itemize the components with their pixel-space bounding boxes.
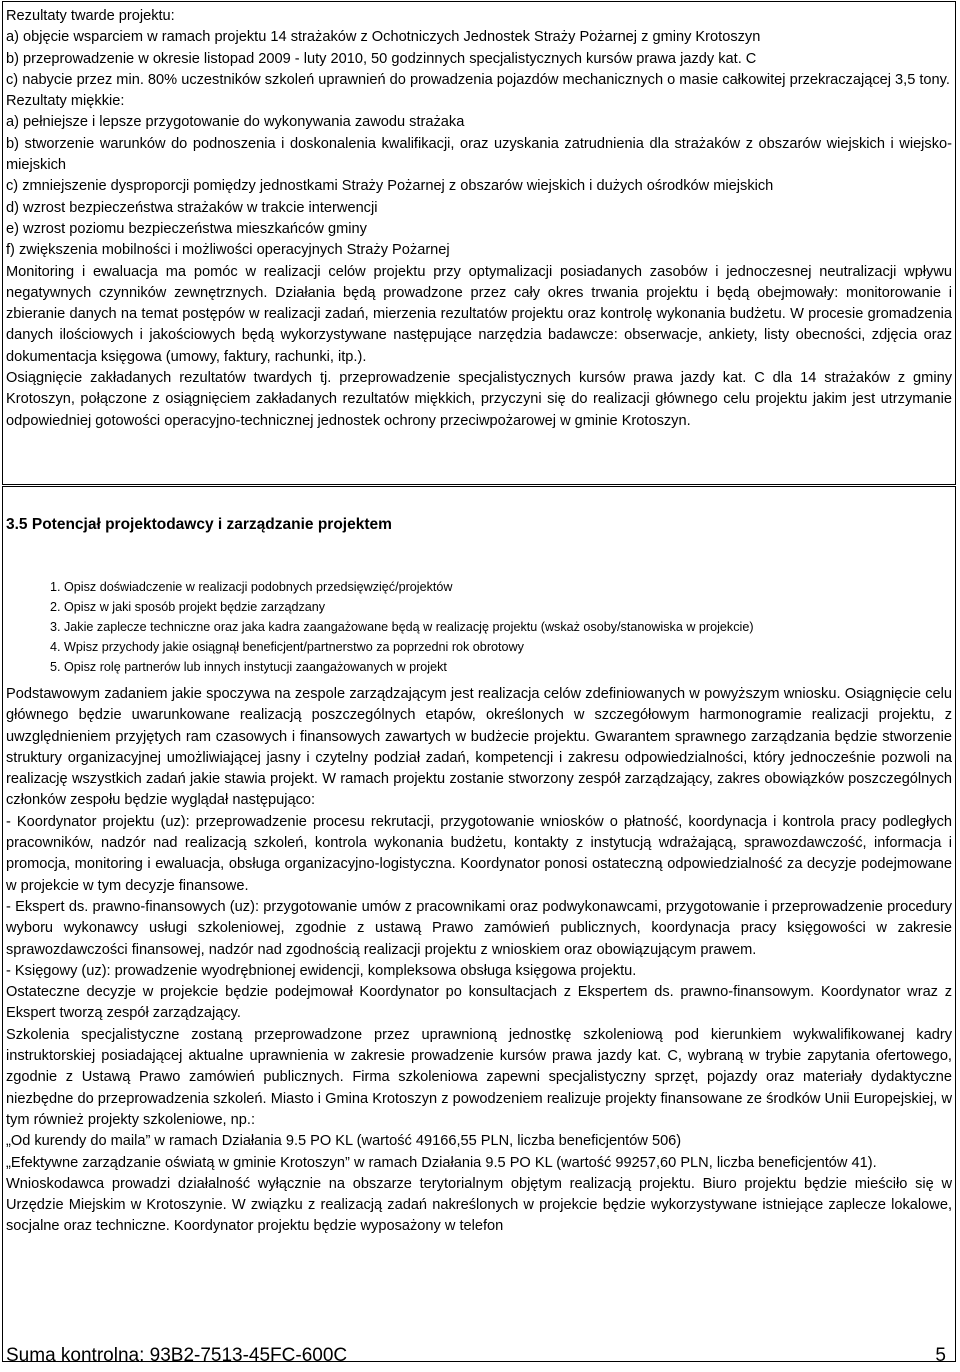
paragraph: a) pełniejsze i lepsze przygotowanie do wykonywania zawodu strażaka [6,114,465,131]
list-item: 2. Opisz w jaki sposób projekt będzie zarządzany [50,600,326,614]
list-item: 1. Opisz doświadczenie w realizacji podobnych przedsięwzięć/projektów [50,580,453,594]
paragraph: - Księgowy (uz): prowadzenie wyodrębnionej ewidencji, kompleksowa obsługa księgowa projektu. [6,962,637,979]
paragraph: b) przeprowadzenie w okresie listopad 2009 - luty 2010, 50 godzinnych specjalistycznych kursów prawa jazdy kat. C [6,50,757,67]
checksum: Suma kontrolna: 93B2-7513-45FC-600C [6,1345,348,1366]
question-list [50,577,754,677]
paragraph: - Koordynator projektu (uz): przeprowadzenie procesu rekrutacji, przygotowanie wniosków o płatność, koordynacja i kontrola pracy podległych pracowników, nadzór nad realizacją szkoleń, kontrola wykonania budżetu, kontakty z instytucją wdrażającą, sprawozdawczość, informacja i promocja, monitoring i ewaluacja, obsługa organizacyjno-logistyczna. Koordynator ponosi ostateczną odpowiedzialność za decyzje podejmowane w projekcie w tym decyzje finansowe. [6,813,952,894]
page-number: 5 [935,1345,946,1366]
section-heading: 3.5 Potencjał projektodawcy i zarządzanie projektem [6,516,392,533]
paragraph: „Efektywne zarządzanie oświatą w gminie Krotoszyn” w ramach Działania 9.5 PO KL (wartość 99257,60 PLN, liczba beneficjentów 41). [6,1154,877,1171]
paragraph: Monitoring i ewaluacja ma pomóc w realizacji celów projektu przy optymalizacji posiadanych zasobów i jednoczesnej neutralizacji wpływu negatywnych czynników zewnętrznych. Działania będą prowadzone przez cały okres trwania projektu i będą obejmowały: monitorowanie i zbieranie danych na temat postępów w realizacji zadań, mierzenia rezultatów projektu oraz kontrolę wykonania budżetu. W procesie gromadzenia danych ilościowych i jakościowych będą wykorzystywane następujące narzędzia badawcze: obserwacje, ankiety, listy obecności, zdjęcia oraz dokumentacja księgowa (umowy, faktury, rachunki, itp.). [6,263,952,365]
page-footer [6,1345,946,1367]
management-text [6,684,952,1238]
paragraph: - Ekspert ds. prawno-finansowych (uz): przygotowanie umów z pracownikami oraz podwykonawcami, przygotowanie i przeprowadzenie procedury wyboru wykonawcy usługi szkoleniowej, zgodnie z ustawą Prawo zamówień publicznych, koordynacja pracy księgowości w zakresie sprawozdawczości finansowej, nadzór nad zgodnością realizacji projektu z wnioskiem oraz obowiązującym prawem. [6,898,952,958]
paragraph: Osiągnięcie zakładanych rezultatów twardych tj. przeprowadzenie specjalistycznych kursów prawa jazdy kat. C dla 14 strażaków z gminy Krotoszyn, połączone z osiągnięciem zakładanych rezultatów miękkich, przyczyni się do realizacji głównego celu projektu jakim jest utrzymanie odpowiedniej gotowości operacyjno-technicznej jednostek ochrony przeciwpożarowej w gminie Krotoszyn. [6,370,952,429]
paragraph: Rezultaty miękkie: [6,93,125,110]
paragraph: a) objęcie wsparciem w ramach projektu 14 strażaków z Ochotniczych Jednostek Straży Pożarnej z gminy Krotoszyn [6,29,761,46]
paragraph: Szkolenia specjalistyczne zostaną przeprowadzone przez uprawnioną jednostkę szkoleniową pod kierunkiem wykwalifikowanej kadry instruktorskiej posiadającej aktualne uprawnienia w zakresie prowadzenie kursów prawa jazdy kat. C, wybraną w trybie zapytania ofertowego, zgodnie z Ustawą Prawo zamówień publicznych. Firma szkoleniowa zapewni specjalistyczny sprzęt, pojazdy oraz materiały dydaktyczne niezbędne do przeprowadzenia szkoleń. Miasto i Gmina Krotoszyn z powodzeniem realizuje projekty finansowane ze środków Unii Europejskiej, w tym również projekty szkoleniowe, np.: [6,1026,952,1128]
list-item: 4. Wpisz przychody jakie osiągnął beneficjent/partnerstwo za poprzedni rok obrotowy [50,640,524,654]
paragraph: Rezultaty twarde projektu: [6,8,175,24]
paragraph: f) zwiększenia mobilności i możliwości operacyjnych Straży Pożarnej [6,242,450,259]
paragraph: d) wzrost bezpieczeństwa strażaków w trakcie interwencji [6,199,378,216]
list-item: 5. Opisz rolę partnerów lub innych instytucji zaangażowanych w projekt [50,660,447,674]
results-text [6,6,952,432]
paragraph: Wnioskodawca prowadzi działalność wyłącznie na obszarze terytorialnym objętym realizacją projektu. Biuro projektu będzie mieściło się w Urzędzie Miejskim w Krotoszynie. W związku z realizacją zadań nakreślonych w projekcie będzie wykorzystywane istniejące zaplecze lokalowe, socjalne oraz techniczne. Koordynator projektu będzie wyposażony w telefon [6,1175,952,1235]
paragraph: b) stworzenie warunków do podnoszenia i doskonalenia kwalifikacji, oraz uzyskania zatrudnienia dla strażaków z obszarów wiejskich i wiejsko-miejskich [6,135,952,174]
paragraph: Ostateczne decyzje w projekcie będzie podejmował Koordynator po konsultacjach z Ekspertem ds. prawno-finansowym. Koordynator wraz z Ekspert tworzą zespół zarządzający. [6,984,952,1022]
paragraph: c) zmniejszenie dysproporcji pomiędzy jednostkami Straży Pożarnej z obszarów wiejskich i dużych ośrodków miejskich [6,178,774,195]
paragraph: c) nabycie przez min. 80% uczestników szkoleń uprawnień do prowadzenia pojazdów mechanicznych o masie całkowitej przekraczającej 3,5 tony. [6,71,950,88]
paragraph: Podstawowym zadaniem jakie spoczywa na zespole zarządzającym jest realizacja celów zdefiniowanych w powyższym wniosku. Osiągnięcie celu głównego będzie uwarunkowane realizacją poszczególnych etapów, określonych w szczegółowym harmonogramie realizacji projektu, z uwzględnieniem przyjętych ram czasowych i finansowych zawartych w budżecie projektu. Gwarantem sprawnego zarządzania będzie stworzenie struktury organizacyjnej umożliwiającej jasny i czytelny podział zadań, kompetencji i zakresu odpowiedzialności, który jednocześnie pozwoli na realizację wszystkich zadań jakie stawia projekt. W ramach projektu zostanie stworzony zespół zarządzający, zakres obowiązków poszczególnych członków zespołu będzie wyglądał następująco: [6,686,952,809]
paragraph: e) wzrost poziomu bezpieczeństwa mieszkańców gminy [6,220,367,237]
paragraph: „Od kurendy do maila” w ramach Działania 9.5 PO KL (wartość 49166,55 PLN, liczba beneficjentów 506) [6,1133,682,1150]
list-item: 3. Jakie zaplecze techniczne oraz jaka kadra zaangażowane będą w realizację projektu (wskaż osoby/stanowiska w projekcie) [50,620,754,634]
